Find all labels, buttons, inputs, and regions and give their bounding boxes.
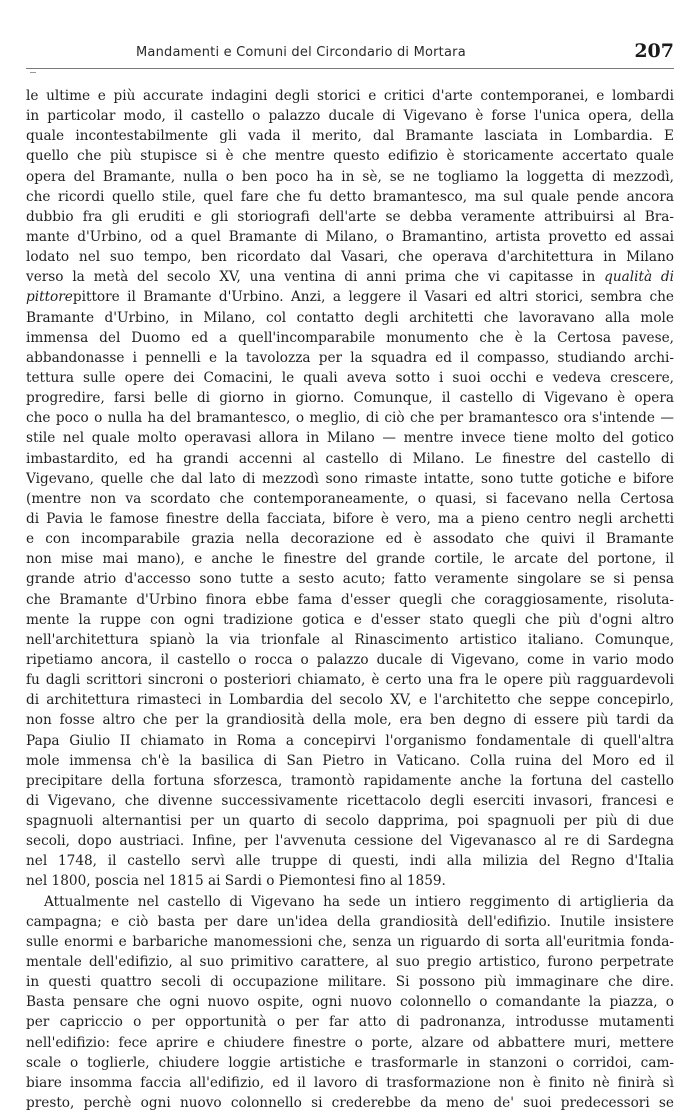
text-line: mente la ruppe con ogni tradizione gotica e d'esser stato quegli che più d'ogni altro: [26, 611, 674, 628]
text-line: le ultime e più accurate indagini degli storici e critici d'arte contemporanei, e lombardi: [26, 88, 674, 104]
page-number: 207: [634, 40, 674, 62]
text-line: sulle enormi e barbariche manomessioni che, senza un riguardo di sorta all'euritmia fonda-: [26, 933, 674, 950]
text-line: precipitare della fortuna sforzesca, tramontò rapidamente anche la fortuna del castello: [26, 772, 674, 789]
text-line: di Vigevano, che divenne successivamente ricettacolo degli eserciti invasori, francesi e: [26, 792, 674, 809]
body-text: [26, 86, 674, 1113]
text-line: fu dagli scrittori sincroni o posteriori chiamato, è certo una fra le opere più ragguardevoli: [26, 672, 674, 689]
text-line: secoli, dopo austriaci. Infine, per l'avvenuta cessione del Vigevanasco al re di Sardegna: [26, 833, 674, 850]
text-line: e con incomparabile grazia nella decorazione ed è assodato che quivi il Bramante: [26, 531, 674, 548]
text-line: nell'edifizio: fece aprire e chiudere finestre o porte, alzare od abbattere muri, mettere: [26, 1034, 674, 1051]
paragraph-start-line: Attualmente nel castello di Vigevano ha sede un intiero reggimento di artiglieria da: [44, 893, 674, 910]
text-line: non fosse altro che per la grandiosità della mole, era ben degno di essere più tardi da: [26, 712, 674, 729]
text-line: campagna; e ciò basta per dare un'idea della grandiosità dell'edifizio. Inutile insistere: [26, 913, 674, 930]
header-rule-mark: [30, 72, 36, 73]
text-line: lodato nel suo tempo, ben ricordato dal Vasari, che operava d'architettura in Milano: [26, 249, 674, 266]
text-line-with-italic: [26, 267, 674, 287]
text-line: tettura sulle opere dei Comacini, le quali aveva sotto i suoi occhi e vedeva crescere,: [26, 369, 674, 386]
text-line: quale incontestabilmente gli vada il merito, dal Bramante lasciata in Lombardia. E: [26, 128, 674, 145]
text-line: stile nel quale molto operavasi allora in Milano — mentre invece tiene molto del gotico: [26, 430, 674, 447]
text-line: Basta pensare che ogni nuovo ospite, ogni nuovo colonnello o comandante la piazza, o: [26, 994, 674, 1011]
text-line-with-italic: [26, 287, 674, 307]
paragraph-end-line: nel 1800, poscia nel 1815 ai Sardi o Piemontesi fino al 1859.: [26, 873, 446, 890]
text-line: di architettura rimasteci in Lombardia del secolo XV, e l'architetto che seppe concepirlo,: [26, 692, 674, 709]
text-line: spagnuoli alternantisi per un quarto di secolo dapprima, poi spagnuoli per più di due: [26, 813, 674, 830]
text-line: imbastardito, ed ha grandi accenni al castello di Milano. Le finestre del castello di: [26, 450, 674, 467]
text-segment: pittore il Bramante d'Urbino. Anzi, a leggere il Vasari ed altri storici, sembra che: [72, 289, 674, 306]
text-line: quello che più stupisce si è che mentre questo edifizio è storicamente accertato quale: [26, 148, 674, 165]
text-line: non mise mai mano), e anche le finestre del grande cortile, le arcate del portone, il: [26, 551, 674, 568]
text-line: presto, perchè ogni nuovo colonnello si crederebbe da meno de' suoi predecessori se: [26, 1095, 674, 1112]
text-line: per capriccio o per opportunità o per far atto di padronanza, introdusse mutamenti: [26, 1014, 674, 1031]
text-line: che ricordi quello stile, quel fare che fu detto bramantesco, ma sul quale pende ancora: [26, 188, 674, 205]
text-line: dubbio fra gli eruditi e gli storiografi dell'arte se debba veramente attribuirsi al Bra-: [26, 208, 674, 225]
text-line: mole immensa ch'è la basilica di San Pietro in Vaticano. Colla ruina del Moro ed il: [26, 752, 674, 769]
text-segment: verso la metà del secolo XV, una ventina di anni prima che vi capitasse in: [26, 269, 605, 286]
text-line: opera del Bramante, nulla o ben poco ha in sè, se ne togliamo la loggetta di mezzodì,: [26, 168, 674, 185]
text-line: nel 1748, il castello servì alle truppe di questi, indi alla milizia del Regno d'Italia: [26, 853, 674, 870]
text-line: che poco o nulla ha del bramantesco, o meglio, di ciò che per bramantesco ora s'intende —: [26, 410, 674, 427]
running-title: Mandamenti e Comuni del Circondario di Mortara: [136, 45, 466, 60]
text-line: mentale dell'edifizio, al suo primitivo carattere, al suo pregio artistico, furono perpetrate: [26, 954, 674, 971]
text-line: (mentre non va scordato che contemporaneamente, o quasi, si facevano nella Certosa: [26, 490, 674, 507]
text-line: biare insomma faccia all'edifizio, ed il lavoro di trasformazione non è finito nè finirà sì: [26, 1074, 674, 1091]
text-line: immensa del Duomo ed a quell'incomparabile monumento che è la Certosa pavese,: [26, 329, 674, 346]
italic-phrase: qualità di: [604, 269, 675, 286]
italic-phrase: pittore: [26, 289, 73, 306]
text-line: abbandonasse i pennelli e la tavolozza per la squadra ed il compasso, studiando archi-: [26, 349, 674, 366]
text-line: mante d'Urbino, od a quel Bramante di Milano, o Bramantino, artista provetto ed assai: [26, 228, 674, 245]
text-line: nell'architettura spianò la via trionfale al Rinascimento artistico italiano. Comunque,: [26, 631, 674, 648]
text-line: in particolar modo, il castello o palazzo ducale di Vigevano è forse l'unica opera, della: [26, 108, 674, 125]
header-rule: [26, 68, 674, 69]
running-header: [26, 40, 674, 64]
text-line: Bramante d'Urbino, in Milano, col contatto degli architetti che lavoravano alla mole: [26, 309, 674, 326]
text-line: scale o toglierle, chiudere loggie artistiche e trasformarle in stanzoni o corridoi, cam-: [26, 1054, 674, 1071]
text-line: grande atrio d'accesso sono tutte a sesto acuto; fatto veramente singolare se si pensa: [26, 571, 674, 588]
text-line: che Bramante d'Urbino finora ebbe fama d'esser quegli che coraggiosamente, risoluta-: [26, 591, 674, 608]
text-line: di Pavia le famose finestre della facciata, bifore è vero, ma a pieno centro negli archetti: [26, 510, 674, 527]
text-line: Papa Giulio II chiamato in Roma a concepirvi l'organismo fondamentale di quell'altra: [26, 732, 674, 749]
text-line: in questi quattro secoli di occupazione militare. Si possono più immaginare che dire.: [26, 974, 674, 991]
text-line: Vigevano, quelle che dal lato di mezzodì sono rimaste intatte, sono tutte gotiche e bifore: [26, 470, 674, 487]
text-line: progredire, farsi belle di giorno in giorno. Comunque, il castello di Vigevano è opera: [26, 390, 674, 407]
text-line: ripetiamo ancora, il castello o rocca o palazzo ducale di Vigevano, come in vario modo: [26, 651, 674, 668]
